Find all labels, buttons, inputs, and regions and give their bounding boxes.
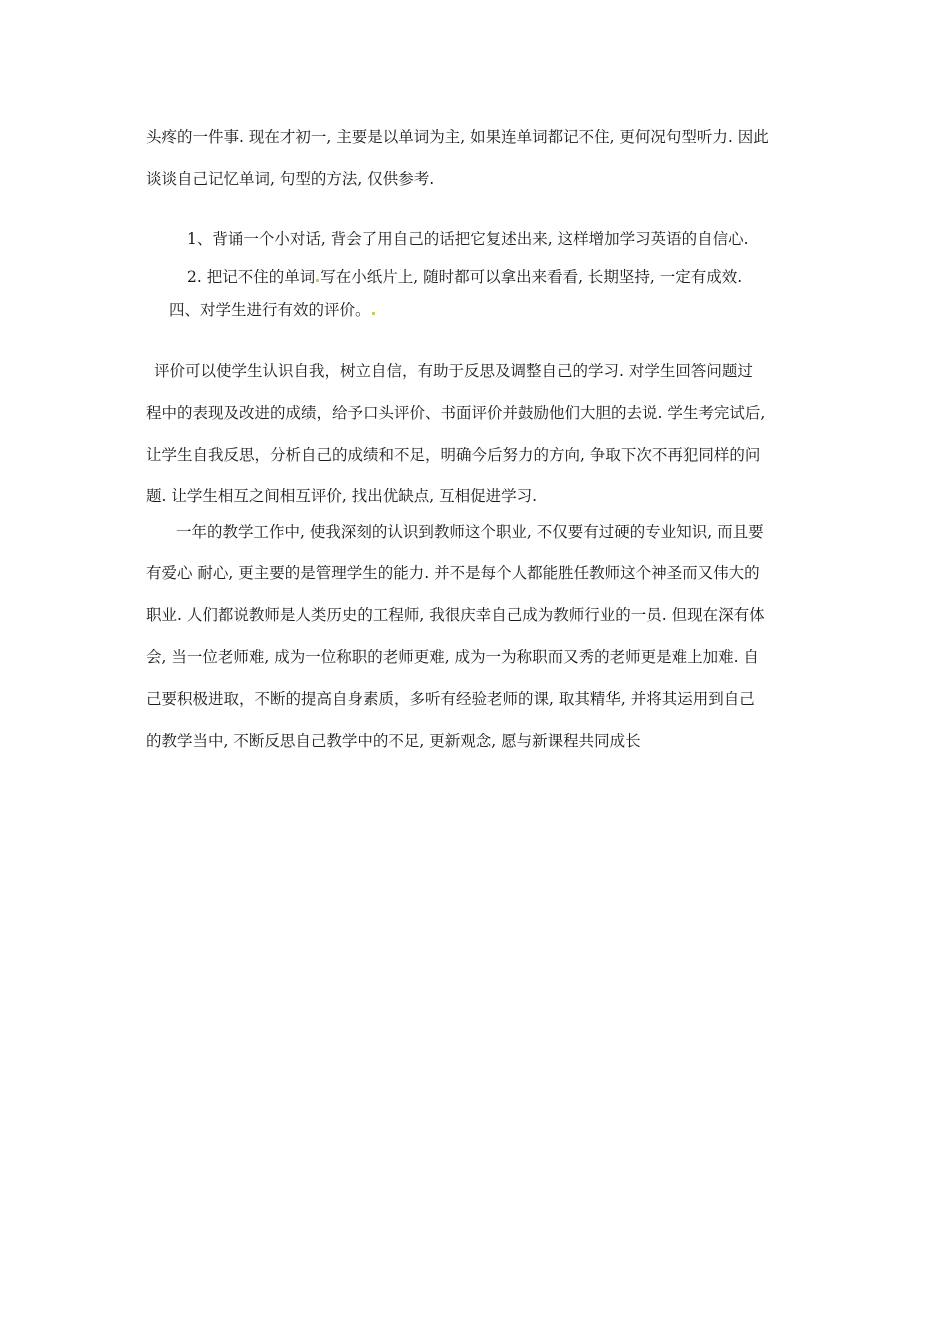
paragraph-line: 有爱心 耐心, 更主要的是管理学生的能力. 并不是每个人都能胜任教师这个神圣而又伟大的 <box>146 564 760 582</box>
paragraph-line: 题. 让学生相互之间相互评价, 找出优缺点, 互相促进学习. <box>146 487 537 505</box>
paragraph-line: 谈谈自己记忆单词, 句型的方法, 仅供参考. <box>146 170 435 188</box>
mark-dot <box>372 312 375 315</box>
paragraph-line: 职业. 人们都说教师是人类历史的工程师, 我很庆幸自己成为教师行业的一员. 但现在深有体 <box>146 606 765 624</box>
mark-dot <box>316 279 319 282</box>
paragraph-line: 一年的教学工作中, 使我深刻的认识到教师这个职业, 不仅要有过硬的专业知识, 而且要 <box>176 523 764 541</box>
paragraph-line: 评价可以使学生认识自我，树立自信，有助于反思及调整自己的学习. 对学生回答问题过 <box>154 362 753 380</box>
paragraph-line: 头疼的一件事. 现在才初一, 主要是以单词为主, 如果连单词都记不住, 更何况句型听力. 因此 <box>146 128 769 146</box>
list-item: 1、背诵一个小对话, 背会了用自己的话把它复述出来, 这样增加学习英语的自信心. <box>187 230 749 248</box>
paragraph-line: 会, 当一位老师难, 成为一位称职的老师更难, 成为一为称职而又秀的老师更是难上加难. 自 <box>146 648 759 666</box>
list-item-text: 写在小纸片上, 随时都可以拿出来看看, 长期坚持, 一定有成效. <box>320 268 743 286</box>
section-heading-text: 四、对学生进行有效的评价 <box>169 301 356 319</box>
paragraph-line: 己要积极进取，不断的提高自身素质，多听有经验老师的课, 取其精华, 并将其运用到自己 <box>146 690 755 708</box>
section-heading <box>169 300 376 320</box>
paragraph-line: 的教学当中, 不断反思自己教学中的不足, 更新观念, 愿与新课程共同成长 <box>146 732 641 750</box>
section-heading-end: 。 <box>355 301 371 319</box>
paragraph-line: 让学生自我反思，分析自己的成绩和不足，明确今后努力的方向, 争取下次不再犯同样的问 <box>146 446 761 464</box>
list-item <box>187 267 742 287</box>
list-item-text: 2. 把记不住的单词 <box>187 268 316 286</box>
paragraph-line: 程中的表现及改进的成绩，给予口头评价、书面评价并鼓励他们大胆的去说. 学生考完试后, <box>146 404 766 422</box>
